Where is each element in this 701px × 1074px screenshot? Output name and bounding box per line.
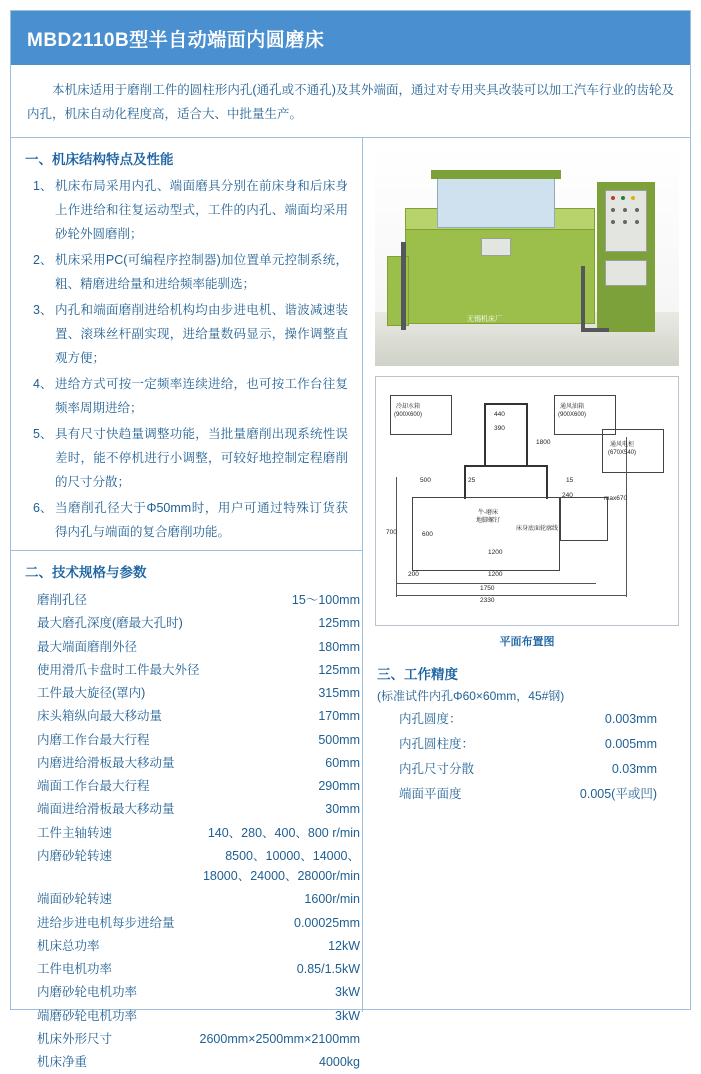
table-row xyxy=(11,981,376,1004)
page-title-bar xyxy=(11,11,690,65)
indicator-light-icon xyxy=(611,208,615,212)
left-column xyxy=(11,138,363,1069)
spec-value: 125mm xyxy=(318,616,361,631)
spec-label: 端面砂轮转速 xyxy=(37,892,113,907)
table-row xyxy=(11,728,376,751)
table-row xyxy=(11,775,376,798)
drawing-label: 1800 xyxy=(536,438,551,446)
drawing-label: 冷却水箱 (900X600) xyxy=(394,403,423,418)
drawing-dim-line xyxy=(396,583,596,584)
list-item xyxy=(33,174,348,246)
drawing-line xyxy=(464,465,466,499)
drawing-line xyxy=(526,403,528,467)
spec-label: 工件电机功率 xyxy=(37,962,113,976)
drawing-label: 15 xyxy=(566,476,574,484)
table-row xyxy=(11,589,376,612)
accuracy-section-title: 三、工作精度 xyxy=(377,666,458,682)
spec-value-line1: 8500、10000、14000、 xyxy=(225,848,361,863)
machine-photo xyxy=(375,146,679,366)
list-item-text: 当磨削孔径大于Φ50mm时，用户可通过特殊订货获得内孔与端面的复合磨削功能。 xyxy=(55,500,348,539)
features-list xyxy=(11,174,362,544)
spec-label: 内磨砂轮电机功率 xyxy=(37,985,138,1000)
drawing-label: 床身底面轮廓线 xyxy=(516,525,559,532)
spec-label: 工件最大旋径(罩内) xyxy=(37,686,146,700)
drawing-machine-extension xyxy=(560,497,608,541)
spec-label: 机床净重 xyxy=(37,1055,88,1069)
table-row xyxy=(11,911,376,934)
list-item-number: 3、 xyxy=(33,302,53,317)
table-row xyxy=(11,705,376,728)
list-item-number: 6、 xyxy=(33,500,53,515)
spec-label: 端面进给滑板最大移动量 xyxy=(37,802,175,817)
indicator-light-icon xyxy=(611,220,615,224)
table-row xyxy=(11,635,376,658)
spec-label: 最大磨孔深度(磨最大孔时) xyxy=(37,616,183,631)
drawing-label: 通风油箱 (900X600) xyxy=(558,403,587,418)
indicator-light-icon xyxy=(611,196,615,200)
drawing-label: 600 xyxy=(422,530,433,538)
table-row xyxy=(11,682,376,705)
spec-label: 内磨砂轮转速 xyxy=(37,848,113,863)
spec-label: 工件主轴转速 xyxy=(37,825,113,840)
accuracy-value: 0.003mm xyxy=(604,712,657,726)
layout-drawing-wrap xyxy=(363,372,691,649)
spec-label: 机床外形尺寸 xyxy=(37,1031,113,1046)
indicator-light-icon xyxy=(621,196,625,200)
accuracy-label: 内孔圆度： xyxy=(399,712,462,726)
spec-label: 端磨砂轮电机功率 xyxy=(37,1008,138,1023)
table-row xyxy=(11,934,376,957)
spec-label: 端面工作台最大行程 xyxy=(37,779,150,793)
drawing-label: 700 xyxy=(386,528,397,536)
list-item xyxy=(33,248,348,296)
spec-label: 进给步进电机每步进给量 xyxy=(37,915,175,930)
machine-hood xyxy=(431,170,561,179)
drawing-label: 25 xyxy=(468,476,476,484)
spec-value: 15～100mm xyxy=(291,593,361,607)
table-row xyxy=(11,612,376,635)
accuracy-label: 端面平面度 xyxy=(399,787,462,801)
machine-operator-panel xyxy=(481,238,511,256)
accuracy-value: 0.005mm xyxy=(604,737,657,751)
accuracy-value: 0.03mm xyxy=(611,762,657,776)
machine-window xyxy=(437,176,555,228)
list-item-number: 1、 xyxy=(33,178,53,193)
drawing-line xyxy=(546,465,548,499)
drawing-label: 440 xyxy=(494,410,505,418)
machine-photo-wrap xyxy=(363,138,691,372)
drawing-line xyxy=(464,465,548,467)
indicator-light-icon xyxy=(631,196,635,200)
drawing-label: 500 xyxy=(420,476,431,484)
indicator-light-icon xyxy=(635,208,639,212)
features-section-title: 一、机床结构特点及性能 xyxy=(25,151,174,167)
drawing-line xyxy=(484,403,486,467)
drawing-label: 2330 xyxy=(480,596,495,604)
list-item-text: 机床布局采用内孔、端面磨具分别在前床身和后床身上作进给和往复运动型式，工件的内孔、端面均采用砂轮外圆磨削； xyxy=(55,178,348,241)
layout-drawing xyxy=(375,376,679,626)
spec-value: 315mm xyxy=(318,686,361,700)
spec-label: 内磨进给滑板最大移动量 xyxy=(37,755,175,770)
spec-value: 125mm xyxy=(318,662,361,677)
spec-value: 290mm xyxy=(318,779,361,793)
spec-value: 170mm xyxy=(318,709,361,724)
spec-value: 60mm xyxy=(325,755,361,770)
spec-value: 0.85/1.5kW xyxy=(296,962,361,976)
spec-label: 最大端面磨削外径 xyxy=(37,639,138,654)
table-row xyxy=(363,732,691,757)
right-column xyxy=(363,138,691,1012)
table-row xyxy=(11,888,376,911)
spec-label: 机床总功率 xyxy=(37,938,100,953)
indicator-light-icon xyxy=(623,220,627,224)
table-row xyxy=(363,707,691,732)
accuracy-value: 0.005(平或凹) xyxy=(579,787,657,801)
list-item-number: 4、 xyxy=(33,376,53,391)
machine-hose xyxy=(581,328,609,332)
list-item-number: 5、 xyxy=(33,426,53,441)
spec-label: 床头箱纵向最大移动量 xyxy=(37,709,163,724)
table-row xyxy=(11,658,376,681)
drawing-label: 390 xyxy=(494,424,505,432)
machine-brand-caption: 无锡机床厂 xyxy=(467,315,502,323)
spec-value: 3kW xyxy=(335,1008,361,1023)
content-columns xyxy=(11,138,690,1069)
spec-value-line2: 18000、24000、28000r/min xyxy=(202,869,361,883)
spec-label: 磨削孔径 xyxy=(37,593,88,607)
drawing-label: 通风电柜 (670X540) xyxy=(608,441,637,456)
table-row xyxy=(11,958,376,981)
drawing-dim-line xyxy=(626,437,627,597)
machine-hose xyxy=(401,242,406,330)
spec-value: 2600mm×2500mm×2100mm xyxy=(199,1031,361,1046)
table-row xyxy=(11,1027,376,1050)
drawing-label: 200 xyxy=(408,570,419,578)
accuracy-table xyxy=(363,707,691,807)
spec-value: 180mm xyxy=(318,639,361,654)
accuracy-note: (标准试件内孔Φ60×60mm，45#钢) xyxy=(377,688,565,703)
table-row xyxy=(11,1004,376,1027)
list-item-text: 内孔和端面磨削进给机构均由步进电机、谐波减速装置、滚珠丝杆副实现，进给量数码显示，操作调整直观方便； xyxy=(55,302,348,365)
intro-paragraph xyxy=(11,65,690,138)
drawing-label: 1200 xyxy=(488,548,503,556)
table-row xyxy=(11,821,376,844)
list-item-number: 2、 xyxy=(33,252,53,267)
list-item-text: 具有尺寸快趋量调整功能，当批量磨削出现系统性误差时，能不停机进行小调整，可较好地控制定程磨削的尺寸分散； xyxy=(55,426,348,489)
list-item-text: 进给方式可按一定频率连续进给，也可按工作台往复频率周期进给； xyxy=(55,376,348,415)
drawing-label: 牛-磨床 地脚螺钉 xyxy=(476,509,501,524)
intro-text: 本机床适用于磨削工件的圆柱形内孔(通孔或不通孔)及其外端面，通过对专用夹具改装可以加工汽车行业的齿轮及内孔，机床自动化程度高，适合大、中批量生产。 xyxy=(27,83,674,121)
accuracy-label: 内孔尺寸分散 xyxy=(399,762,475,776)
spec-value: 0.00025mm xyxy=(294,915,361,930)
table-row xyxy=(11,844,376,888)
document-page xyxy=(10,10,691,1069)
spec-label: 内磨工作台最大行程 xyxy=(37,732,150,747)
list-item-text: 机床采用PC(可编程序控制器)加位置单元控制系统，粗、精磨进给量和进给频率能驯选； xyxy=(55,252,348,291)
table-row xyxy=(11,751,376,774)
drawing-dim-line xyxy=(396,595,626,596)
list-item xyxy=(33,372,348,420)
spec-value: 12kW xyxy=(328,938,361,953)
drawing-label: 1200 xyxy=(488,570,503,578)
spec-value: 3kW xyxy=(335,985,361,1000)
table-row xyxy=(11,1051,376,1074)
page-title: MBD2110B型半自动端面内圆磨床 xyxy=(27,29,325,51)
machine-cabinet-door xyxy=(605,260,647,286)
spec-value: 30mm xyxy=(325,802,361,817)
spec-value: 4000kg xyxy=(319,1055,361,1069)
spec-value: 1600r/min xyxy=(304,892,361,907)
specs-table xyxy=(11,589,376,1074)
indicator-light-icon xyxy=(635,220,639,224)
accuracy-label: 内孔圆柱度： xyxy=(399,737,475,751)
specs-section-title: 二、技术规格与参数 xyxy=(25,564,147,580)
drawing-caption: 平面布置图 xyxy=(499,635,555,648)
spec-value xyxy=(200,844,377,888)
table-row xyxy=(363,757,691,782)
drawing-label: 240 xyxy=(562,491,573,499)
indicator-light-icon xyxy=(623,208,627,212)
list-item xyxy=(33,422,348,494)
machine-hose xyxy=(581,266,585,330)
table-row xyxy=(363,782,691,807)
spec-label: 使用滑爪卡盘时工件最大外径 xyxy=(37,662,200,677)
list-item xyxy=(33,496,348,544)
table-row xyxy=(11,798,376,821)
drawing-label: 1750 xyxy=(480,584,495,592)
drawing-line xyxy=(484,403,528,405)
spec-value: 500mm xyxy=(318,732,361,747)
list-item xyxy=(33,298,348,370)
spec-value: 140、280、400、800 r/min xyxy=(207,825,361,840)
drawing-label: max670 xyxy=(604,494,628,502)
